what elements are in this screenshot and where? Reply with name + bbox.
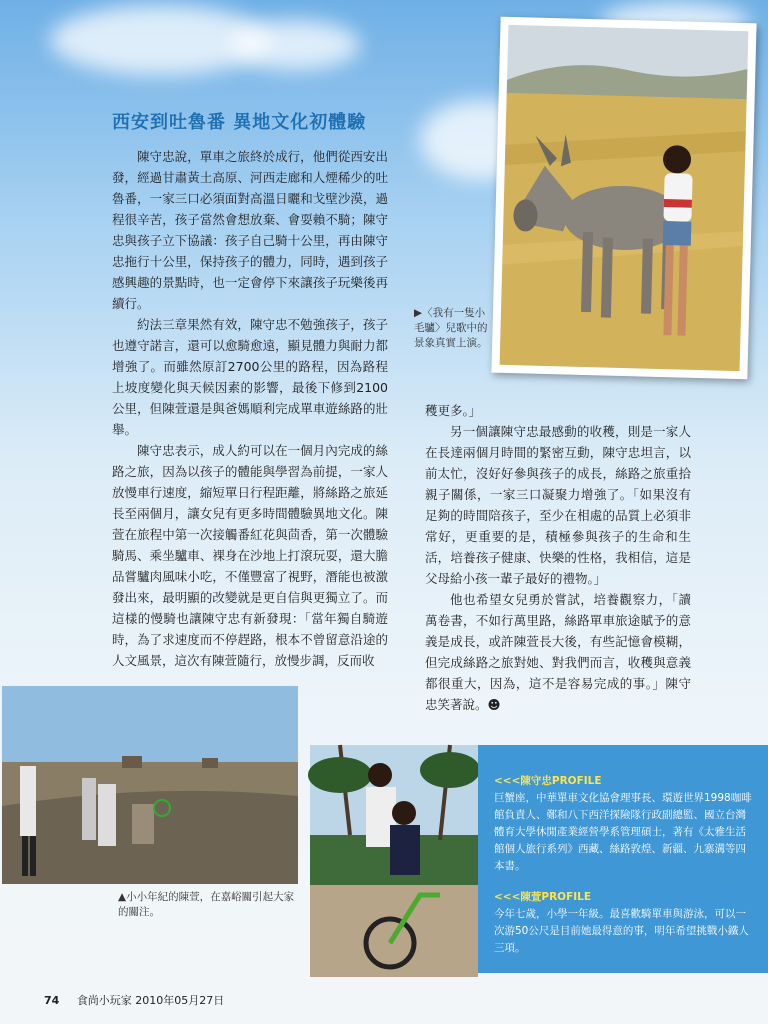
profile-text: 巨蟹座，中華單車文化協會理事長、環遊世界1998咖啡館負責人、鄭和八下西洋探險隊行政副總監、國立台灣體育大學休閒產業經營學系管理碩士，著有《太雅生活館個人旅行系列》西藏、絲路敦煌、新疆、九寨溝等四本書。: [494, 792, 752, 872]
article-paragraph: 另一個讓陳守忠最感動的收穫，則是一家人在長達兩個月時間的緊密互動，陳守忠坦言，以前太忙，沒好好參與孩子的成長，絲路之旅重拾親子關係，一家三口凝聚力增強了。「如果沒有足夠的時間陪孩子，至少在相處的品質上必須非常好，更重要的是，積極參與孩子的生命和生活，培養孩子健康、快樂的性格，我相信，這是父母給小孩一輩子最好的禮物。」: [425, 424, 691, 586]
bicycle-photo: [310, 745, 478, 977]
article-title: 西安到吐魯番 異地文化初體驗: [112, 112, 367, 133]
donkey-caption: ▶〈我有一隻小毛驢〉兒歌中的景象真實上演。: [414, 307, 488, 349]
publication-info: 食尚小玩家 2010年05月27日: [76, 994, 225, 1007]
article-paragraph: 他也希望女兒勇於嘗試，培養觀察力，「讀萬卷書，不如行萬里路，絲路單車旅途賦予的意義是成長，或許陳萱長大後，有些記憶會模糊，但完成絲路之旅對她、對我們而言，收穫與意義都很重大，因為，這不是容易完成的事。」陳守忠笑著說。☻: [425, 592, 691, 712]
article-paragraph: 陳守忠表示，成人約可以在一個月內完成的絲路之旅，因為以孩子的體能與學習為前提，一家人放慢車行速度，縮短單日行程距離，將絲路之旅延長至兩個月，讓女兒有更多時間體驗異地文化。陳萱在旅程中第一次接觸番紅花與茴香，第一次體驗騎馬、乘坐驢車、裸身在沙地上打滾玩耍，還大膽品嘗驢肉風味小吃，不僅豐富了視野，潛能也被激發出來，最明顯的改變就是更自信與更獨立了。而這樣的慢騎也讓陳守忠有新發現：「當年獨自騎遊時，為了求速度而不停趕路，根本不曾留意沿途的人文風景，這次有陳萱隨行，放慢步調，反而收: [112, 443, 388, 668]
jiayuguan-photo: [2, 686, 298, 884]
article-left-column: [112, 146, 388, 668]
donkey-photo: [500, 25, 749, 371]
page-footer: [44, 992, 224, 1008]
donkey-photo-frame: [491, 17, 756, 380]
jiayuguan-caption: ▲小小年紀的陳萱，在嘉峪關引起大家的關注。: [118, 891, 295, 918]
article-paragraph: 陳守忠說，單車之旅終於成行，他們從西安出發，經過甘肅黃土高原、河西走廊和人煙稀少的吐魯番，一家三口必須面對高溫日曬和戈壁沙漠，過程很辛苦，孩子當然會想放棄、會耍賴不騎；陳守忠與孩子立下協議：孩子自己騎十公里，再由陳守忠拖行十公里，保持孩子的體力，同時，遇到孩子感興趣的景點時，也一定會停下來讓孩子玩樂後再續行。: [112, 149, 388, 311]
sky-cloud: [230, 20, 360, 70]
article-right-column: [425, 400, 691, 712]
profile-heading: <<<陳守忠PROFILE: [494, 775, 602, 787]
page-number: 74: [44, 994, 60, 1007]
article-paragraph: 約法三章果然有效，陳守忠不勉強孩子，孩子也遵守諾言，還可以愈騎愈遠，顯見體力與耐力都增強了。而雖然原訂2700公里的路程，因為路程上坡度變化與天候因素的影響，最後下修到2100公里，但陳萱還是與爸媽順利完成單車遊絲路的壯舉。: [112, 317, 388, 437]
profile-text: 今年七歲，小學一年級。最喜歡騎單車與游泳，可以一次游50公尺是目前她最得意的事，明年希望挑戰小鐵人三項。: [494, 908, 749, 954]
article-paragraph: 穫更多。」: [425, 403, 482, 418]
profile-box: [478, 745, 768, 973]
profile-heading: <<<陳萱PROFILE: [494, 891, 592, 903]
